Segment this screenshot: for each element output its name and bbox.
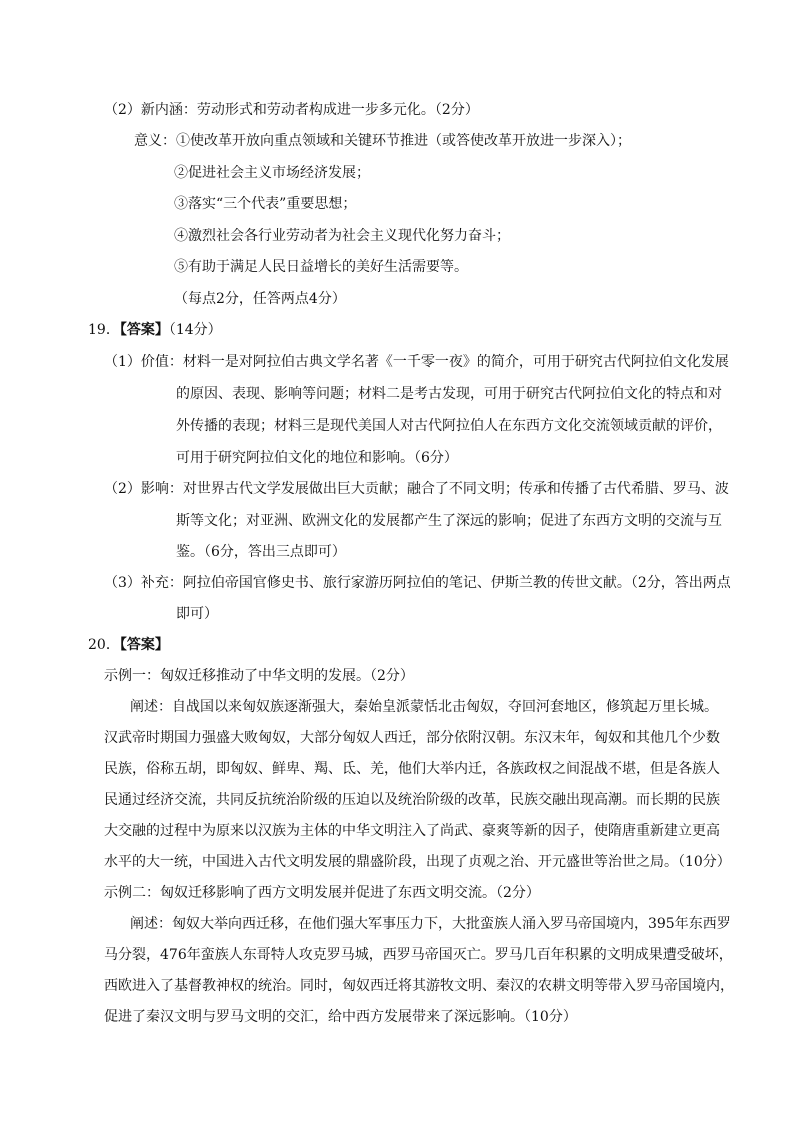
- q18-part2-text: （2）新内涵：劳动形式和劳动者构成进一步多元化。（2分）: [104, 102, 479, 118]
- q20-example2-title: 示例二：匈奴迁移影响了西方文明发展并促进了东西文明交流。（2分）: [104, 885, 540, 901]
- q18-meaning-point-2: ②促进社会主义市场经济发展；: [174, 165, 370, 181]
- q19-score: （14分）: [168, 322, 222, 338]
- q19-part1-line: 的原因、表现、影响等问题；材料二是考古发现，可用于研究古代阿拉伯文化的特点和对: [176, 386, 722, 402]
- q19-part1-line: 可用于研究阿拉伯文化的地位和影响。（6分）: [176, 450, 458, 466]
- q18-part2-meaning: 意义：①使改革开放向重点领域和关键环节推进（或答使改革开放进一步深入）；: [134, 133, 631, 149]
- q19-number: 19．: [88, 322, 120, 338]
- q18-meaning-point-4: ④激烈社会各行业劳动者为社会主义现代化努力奋斗；: [174, 228, 510, 244]
- q20-example1-line: 水平的大一统，中国进入古代文明发展的鼎盛阶段，出现了贞观之治、开元盛世等治世之局。（10分）: [104, 854, 731, 870]
- q20-example1-line: 汉武帝时期国力强盛大败匈奴，大部分匈奴人西迁，部分依附汉朝。东汉末年，匈奴和其他几个少数: [104, 730, 720, 746]
- q19-part3-line: （3）补充：阿拉伯帝国官修史书、旅行家游历阿拉伯的笔记、伊斯兰教的传世文献。（2分，答出两点: [104, 575, 731, 591]
- q20-example1-line: 民通过经济交流，共同反抗统治阶级的压迫以及统治阶级的改革，民族交融出现高潮。而长期的民族: [104, 792, 720, 808]
- q18-meaning-point-5: ⑤有助于满足人民日益增长的美好生活需要等。: [174, 259, 468, 275]
- q20-example1-line: 阐述：自战国以来匈奴族逐渐强大，秦始皇派蒙恬北击匈奴，夺回河套地区，修筑起万里长城。: [130, 699, 718, 715]
- q20-header: [88, 635, 169, 655]
- q19-part2-line: 斯等文化；对亚洲、欧洲文化的发展都产生了深远的影响；促进了东西方文明的交流与互: [176, 513, 722, 529]
- q20-example2-line: 西欧进入了基督教神权的统治。同时，匈奴西迁将其游牧文明、秦汉的农耕文明等带入罗马帝国境内，: [104, 978, 734, 994]
- q19-part1-line: （1）价值：材料一是对阿拉伯古典文学名著《一千零一夜》的简介，可用于研究古代阿拉伯文化发展: [104, 354, 729, 370]
- q18-part2-score: （每点2分，任答两点4分）: [174, 291, 346, 307]
- q19-part2-line: （2）影响：对世界古代文学发展做出巨大贡献；融合了不同文明；传承和传播了古代希腊、罗马、波: [104, 481, 729, 497]
- q20-example2-line: 马分裂，476年蛮族人东哥特人攻克罗马城，西罗马帝国灭亡。罗马几百年积累的文明成果遭受破坏，: [104, 947, 733, 963]
- q20-example1-line: 大交融的过程中为原来以汉族为主体的中华文明注入了尚武、豪爽等新的因子，使隋唐重新建立更高: [104, 823, 720, 839]
- q20-example2-line: 阐述：匈奴大举向西迁移，在他们强大军事压力下，大批蛮族人涌入罗马帝国境内，395年东西罗: [130, 916, 731, 932]
- q20-example2-line: 促进了秦汉文明与罗马文明的交汇，给中西方发展带来了深远影响。（10分）: [104, 1009, 577, 1025]
- q20-number: 20．: [88, 637, 120, 653]
- q20-answer-label: 【答案】: [119, 637, 169, 653]
- q20-example1-line: 民族，俗称五胡，即匈奴、鲜卑、羯、氐、羌，他们大举内迁，各族政权之间混战不堪，但是各族人: [104, 761, 720, 777]
- q20-example1-title: 示例一：匈奴迁移推动了中华文明的发展。（2分）: [104, 668, 414, 684]
- q19-part3-line: 即可）: [176, 606, 218, 622]
- q19-part1-line: 外传播的表现；材料三是现代美国人对古代阿拉伯人在东西方文化交流领域贡献的评价，: [176, 418, 722, 434]
- q19-answer-label: 【答案】: [119, 322, 169, 338]
- q19-part2-line: 鉴。（6分，答出三点即可）: [176, 544, 346, 560]
- q19-header: [88, 320, 222, 340]
- q18-meaning-point-3: ③落实“三个代表”重要思想；: [174, 196, 357, 212]
